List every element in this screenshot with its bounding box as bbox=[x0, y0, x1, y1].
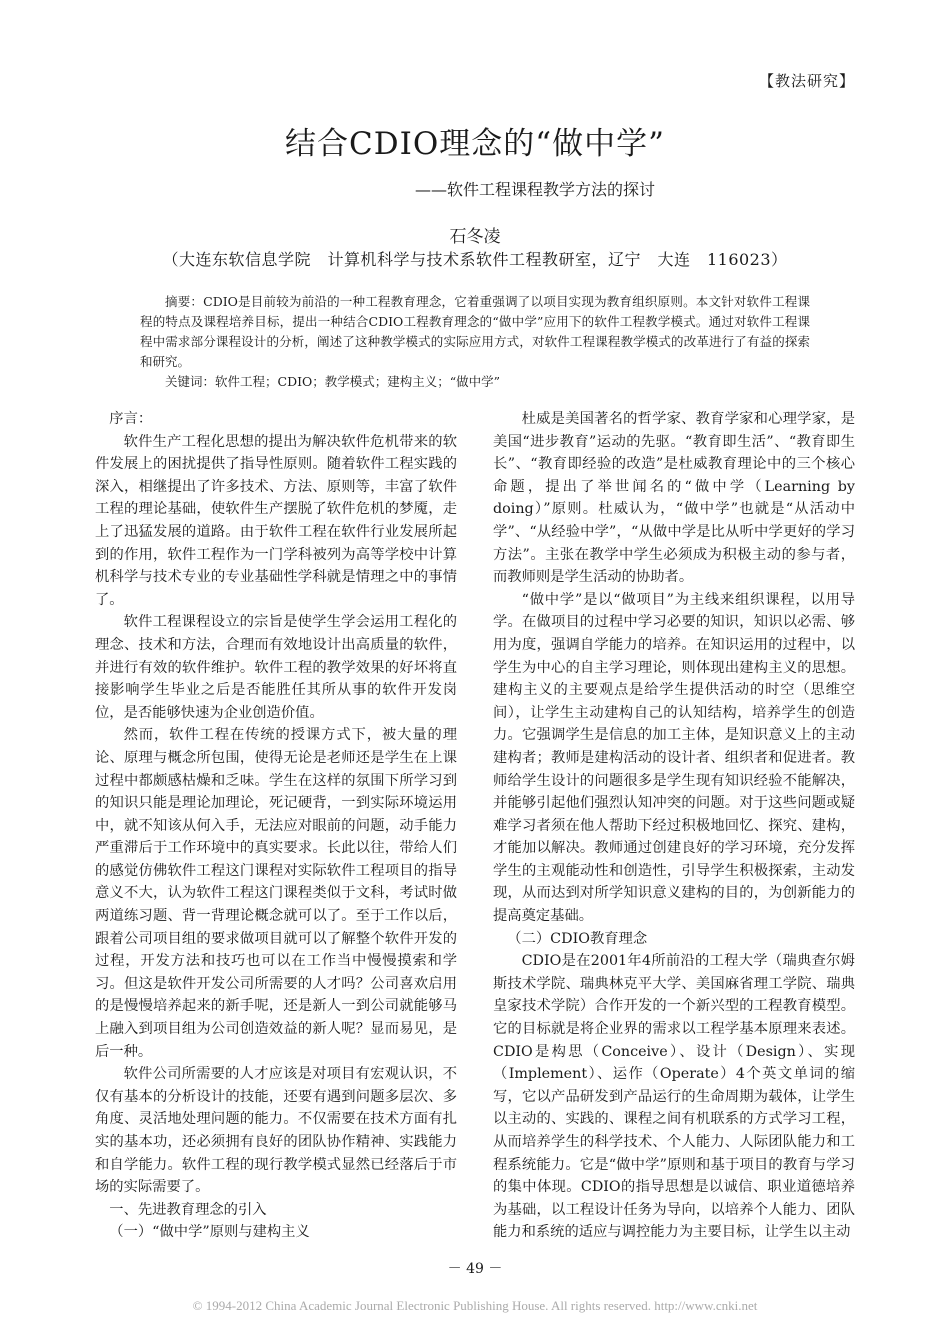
copyright-footer: © 1994-2012 China Academic Journal Electronic Publishing House. All rights reserved. http://www.cnki.net bbox=[192, 1298, 758, 1313]
section-tag: 【教法研究】 bbox=[758, 72, 855, 90]
subtitle-text: ——软件工程课程教学方法的探讨 bbox=[414, 180, 655, 199]
author-name: 石冬凌 bbox=[449, 227, 501, 247]
section-heading: （二）CDIO教育理念 bbox=[507, 930, 648, 947]
abstract-block bbox=[140, 292, 810, 392]
body-paragraph: 杜威是美国著名的哲学家、教育学家和心理学家，是美国“进步教育”运动的先驱。“教育即生活”、“教育即生长”、“教育即经验的改造”是杜威教育理论中的三个核心命题，提出了举世闻名的“做中学（Learning by doing）”原则。杜威认为，“做中学”也就是“从活动中学”、“从经验中学”，“从做中学是比从听中学更好的学习方法”。主张在教学中学生必须成为积极主动的参与者，而教师则是学生活动的协助者。 bbox=[493, 411, 855, 586]
body-paragraph: 然而，软件工程在传统的授课方式下，被大量的理论、原理与概念所包围，使得无论是老师还是学生在上课过程中都颇感枯燥和乏味。学生在这样的氛围下所学习到的知识只能是理论加理论，死记硬背，一到实际环境运用中，就不知该从何入手，无法应对眼前的问题，动手能力严重滞后于工作环境中的真实要求。长此以往，带给人们的感觉仿佛软件工程这门课程对实际软件工程项目的指导意义不大，认为软件工程这门课程类似于文科，考试时做两道练习题、背一背理论概念就可以了。至于工作以后，跟着公司项目组的要求做项目就可以了解整个软件开发的过程，开发方法和技巧也可以在工作当中慢慢摸索和学习。但这是软件开发公司所需要的人才吗？公司喜欢启用的是慢慢培养起来的新手呢，还是新人一到公司就能够马上融入到项目组为公司创造效益的新人呢？显而易见，是后一种。 bbox=[95, 727, 457, 1060]
section-heading: （一）“做中学”原则与建构主义 bbox=[109, 1224, 310, 1241]
body-paragraph: “做中学”是以“做项目”为主线来组织课程，以用导学。在做项目的过程中学习必要的知识，知识以必需、够用为度，强调自学能力的培养。在知识运用的过程中，以学生为中心的自主学习理论，则体现出建构主义的思想。建构主义的主要观点是给学生提供活动的时空（思维空间），让学生主动建构自己的认知结构，培养学生的创造力。它强调学生是信息的加工主体，是知识意义上的主动建构者；教师是建构活动的设计者、组织者和促进者。教师给学生设计的问题很多是学生现有知识经验不能解决，并能够引起他们强烈认知冲突的问题。对于这些问题或疑难学习者须在他人帮助下经过积极地回忆、探究、建构，才能加以解决。教师通过创建良好的学习环境，充分发挥学生的主观能动性和创造性，引导学生积极探索，主动发现，从而达到对所学知识意义建构的目的，为创新能力的提高奠定基础。 bbox=[493, 591, 855, 925]
keywords: 关键词：软件工程；CDIO；教学模式；建构主义；“做中学” bbox=[165, 374, 501, 389]
right-column bbox=[493, 408, 855, 1244]
author-affiliation: （大连东软信息学院 计算机科学与技术系软件工程教研室，辽宁 大连 116023） bbox=[162, 250, 788, 269]
body-paragraph: CDIO是在2001年4所前沿的工程大学（瑞典查尔姆斯技术学院、瑞典林克平大学、美国麻省理工学院、瑞典皇家技术学院）合作开发的一个新兴型的工程教育模型。它的目标就是将企业界的需求以工程学基本原理来表述。CDIO是构思（Conceive）、设计（Design）、实现（Implement）、运作（Operate）4个英文单词的缩写，它以产品研发到产品运行的生命周期为载体，让学生以主动的、实践的、课程之间有机联系的方式学习工程，从而培养学生的科学技术、个人能力、人际团队能力和工程系统能力。它是“做中学”原则和基于项目的教育与学习的集中体现。CDIO的指导思想是以诚信、职业道德培养为基础，以工程设计任务为导向，以培养个人能力、团队能力和系统的适应与调控能力为主要目标，让学生以主动 bbox=[493, 953, 855, 1241]
article-subtitle bbox=[0, 177, 950, 200]
page-number: － 49 － bbox=[447, 1261, 503, 1277]
section-heading: 序言： bbox=[109, 411, 153, 427]
left-column bbox=[95, 408, 457, 1244]
abstract-text: 摘要：CDIO是目前较为前沿的一种工程教育理念，它着重强调了以项目实现为教育组织原则。本文针对软件工程课程的特点及课程培养目标，提出一种结合CDIO工程教育理念的“做中学”应用下的软件工程教学模式。通过对软件工程课程中需求部分课程设计的分析，阐述了这种教学模式的实际应用方式，对软件工程课程教学模式的改革进行了有益的探索和研究。 bbox=[140, 294, 810, 369]
section-heading: 一、先进教育理念的引入 bbox=[109, 1201, 267, 1218]
article-title: 结合CDIO理念的“做中学” bbox=[285, 126, 665, 162]
body-paragraph: 软件公司所需要的人才应该是对项目有宏观认识，不仅有基本的分析设计的技能，还要有遇到问题多层次、多角度、灵活地处理问题的能力。不仅需要在技术方面有扎实的基本功，还必须拥有良好的团队协作精神、实践能力和自学能力。软件工程的现行教学模式显然已经落后于市场的实际需要了。 bbox=[95, 1066, 457, 1196]
body-paragraph: 软件工程课程设立的宗旨是使学生学会运用工程化的理念、技术和方法，合理而有效地设计出高质量的软件，并进行有效的软件维护。软件工程的教学效果的好坏将直接影响学生毕业之后是否能胜任其所从事的软件开发岗位，是否能够快速为企业创造价值。 bbox=[95, 614, 457, 721]
body-paragraph: 软件生产工程化思想的提出为解决软件危机带来的软件发展上的困扰提供了指导性原则。随着软件工程实践的深入，相继提出了许多技术、方法、原则等，丰富了软件工程的理论基础，使软件生产摆脱了软件危机的梦魇，走上了迅猛发展的道路。由于软件工程在软件行业发展所起到的作用，软件工程作为一门学科被列为高等学校中计算机科学与技术专业的专业基础性学科就是情理之中的事情了。 bbox=[95, 433, 457, 608]
